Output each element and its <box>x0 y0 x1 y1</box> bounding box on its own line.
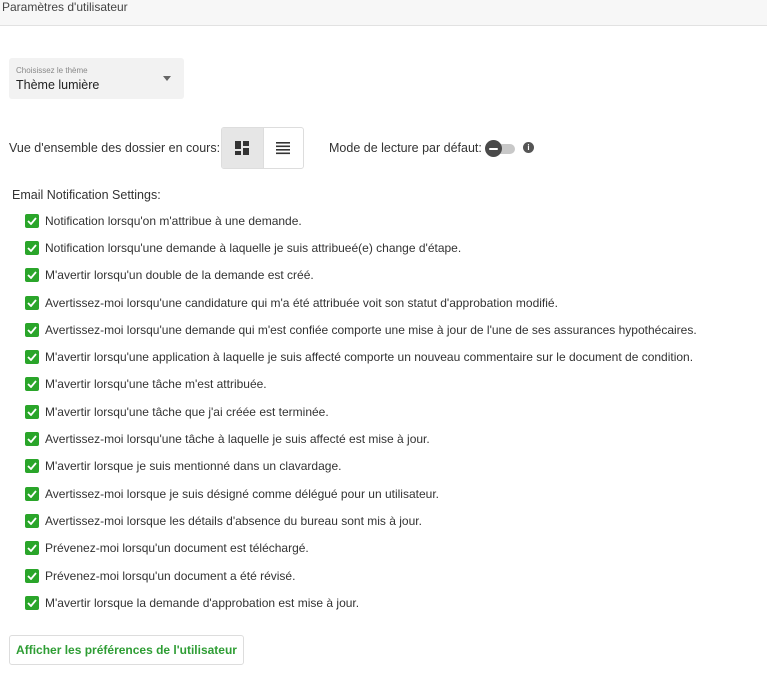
notification-label: Notification lorsqu'on m'attribue à une demande. <box>45 213 302 228</box>
check-icon <box>27 490 37 498</box>
check-icon <box>27 599 37 607</box>
checkbox[interactable] <box>25 214 39 228</box>
checkbox[interactable] <box>25 459 39 473</box>
notification-label: Avertissez-moi lorsque les détails d'absence du bureau sont mis à jour. <box>45 513 422 528</box>
check-icon <box>27 326 37 334</box>
dashboard-view-button[interactable] <box>222 128 263 168</box>
notification-label: M'avertir lorsque je suis mentionné dans un clavardage. <box>45 459 342 474</box>
list-item <box>25 316 765 343</box>
theme-select[interactable] <box>9 58 184 99</box>
notification-label: Avertissez-moi lorsqu'une tâche à laquelle je suis affecté est mise à jour. <box>45 432 430 447</box>
notification-label: M'avertir lorsqu'un double de la demande est créé. <box>45 268 314 283</box>
notification-label: M'avertir lorsque la demande d'approbation est mise à jour. <box>45 595 360 610</box>
notification-label: Prévenez-moi lorsqu'un document est téléchargé. <box>45 541 309 556</box>
check-icon <box>27 408 37 416</box>
check-icon <box>27 271 37 279</box>
list-icon <box>275 141 291 155</box>
checkbox[interactable] <box>25 487 39 501</box>
list-item <box>25 453 765 480</box>
list-item <box>25 234 765 261</box>
toggle-thumb <box>485 140 502 157</box>
notification-list <box>25 207 765 616</box>
list-item <box>25 262 765 289</box>
list-item <box>25 289 765 316</box>
checkbox[interactable] <box>25 241 39 255</box>
list-item <box>25 398 765 425</box>
notification-label: Avertissez-moi lorsqu'une candidature qui m'a été attribuée voit son statut d'approbation modifié. <box>45 295 558 310</box>
notification-label: Avertissez-moi lorsqu'une demande qui m'est confiée comporte une mise à jour de l'une de ses assurances hypothécaires. <box>45 322 697 337</box>
check-icon <box>27 572 37 580</box>
list-view-button[interactable] <box>263 128 304 168</box>
checkbox[interactable] <box>25 541 39 555</box>
checkbox[interactable] <box>25 323 39 337</box>
list-item <box>25 562 765 589</box>
checkbox[interactable] <box>25 432 39 446</box>
checkbox[interactable] <box>25 514 39 528</box>
checkbox[interactable] <box>25 350 39 364</box>
theme-select-label: Choisissez le thème <box>16 66 88 75</box>
check-icon <box>27 517 37 525</box>
chevron-down-icon <box>163 76 171 81</box>
list-item <box>25 507 765 534</box>
read-mode-label: Mode de lecture par défaut: <box>329 141 482 155</box>
overview-label: Vue d'ensemble des dossier en cours: <box>9 141 221 155</box>
list-item <box>25 371 765 398</box>
notification-label: M'avertir lorsqu'une application à laquelle je suis affecté comporte un nouveau commentaire sur le document de condition. <box>45 350 694 365</box>
checkbox[interactable] <box>25 377 39 391</box>
notification-label: Avertissez-moi lorsque je suis désigné comme délégué pour un utilisateur. <box>45 486 439 501</box>
page-header <box>0 0 767 26</box>
check-icon <box>27 544 37 552</box>
checkbox[interactable] <box>25 296 39 310</box>
show-user-preferences-button[interactable]: Afficher les préférences de l'utilisateur <box>9 635 244 665</box>
check-icon <box>27 217 37 225</box>
dashboard-icon <box>234 140 250 156</box>
theme-select-value: Thème lumière <box>16 78 100 92</box>
info-icon[interactable]: i <box>523 142 534 153</box>
checkbox[interactable] <box>25 569 39 583</box>
read-mode-toggle[interactable] <box>485 140 517 156</box>
notification-label: M'avertir lorsqu'une tâche que j'ai créée est terminée. <box>45 404 329 419</box>
list-item <box>25 425 765 452</box>
list-item <box>25 207 765 234</box>
list-item <box>25 535 765 562</box>
checkbox[interactable] <box>25 405 39 419</box>
list-item <box>25 480 765 507</box>
check-icon <box>27 244 37 252</box>
view-toggle <box>221 127 304 169</box>
notification-label: M'avertir lorsqu'une tâche m'est attribuée. <box>45 377 267 392</box>
notification-label: Notification lorsqu'une demande à laquelle je suis attribueé(e) change d'étape. <box>45 240 462 255</box>
list-item <box>25 343 765 370</box>
notification-label: Prévenez-moi lorsqu'un document a été révisé. <box>45 568 296 583</box>
checkbox[interactable] <box>25 268 39 282</box>
checkbox[interactable] <box>25 596 39 610</box>
check-icon <box>27 299 37 307</box>
check-icon <box>27 380 37 388</box>
email-settings-title: Email Notification Settings: <box>12 188 161 202</box>
check-icon <box>27 353 37 361</box>
list-item <box>25 589 765 616</box>
page-title: Paramètres d'utilisateur <box>2 0 128 14</box>
check-icon <box>27 462 37 470</box>
check-icon <box>27 435 37 443</box>
